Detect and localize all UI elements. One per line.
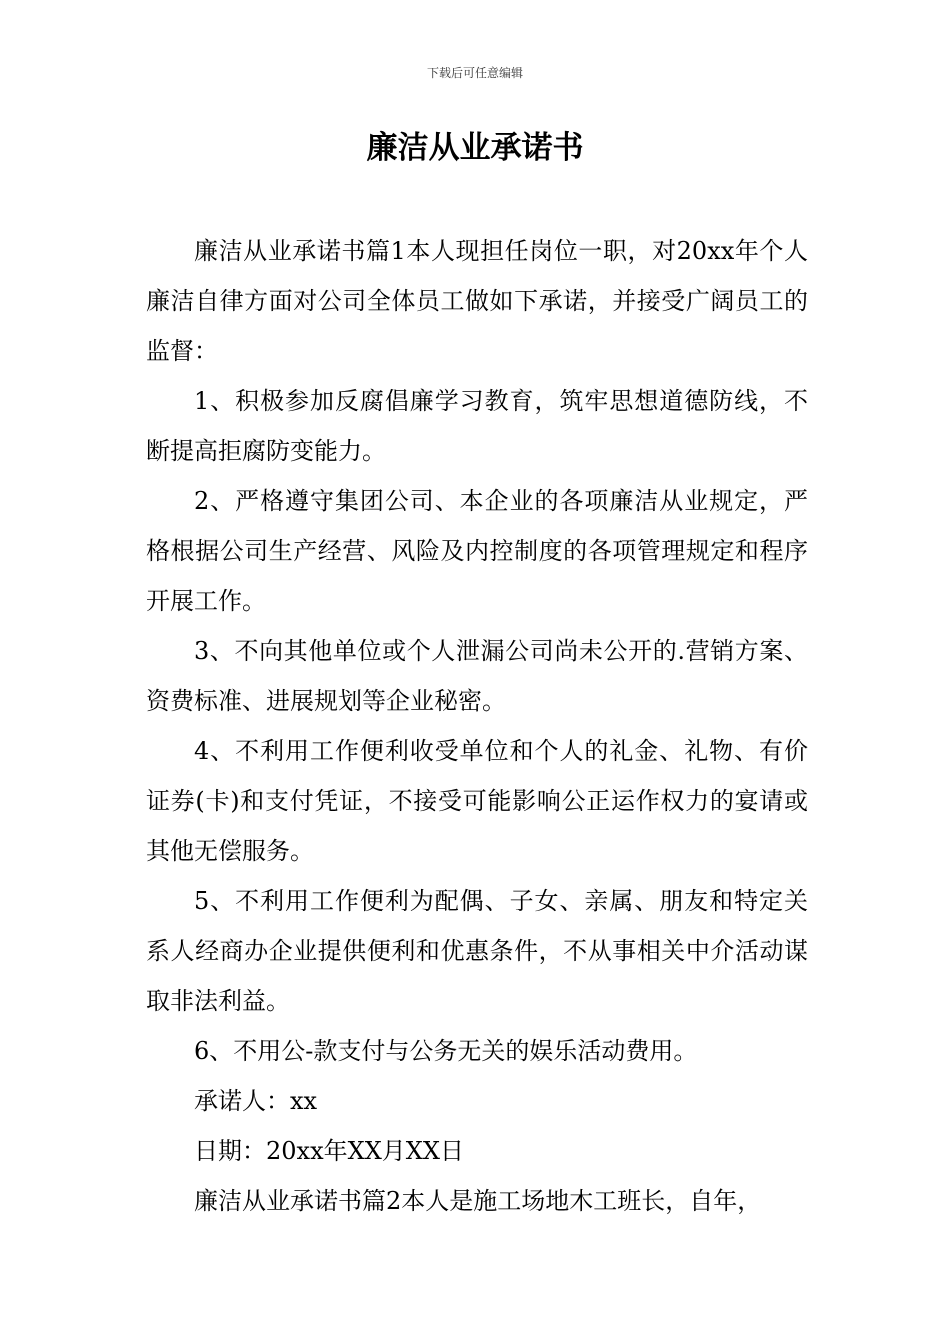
- paragraph-item-3: 3、不向其他单位或个人泄漏公司尚未公开的.营销方案、资费标准、进展规划等企业秘密。: [146, 637, 808, 715]
- paragraph-item-5: 5、不利用工作便利为配偶、子女、亲属、朋友和特定关系人经商办企业提供便利和优惠条件，不从事相关中介活动谋取非法利益。: [146, 887, 808, 1015]
- document-title: 廉洁从业承诺书: [366, 130, 584, 166]
- paragraph-item-1: 1、积极参加反腐倡廉学习教育，筑牢思想道德防线，不断提高拒腐防变能力。: [146, 387, 808, 465]
- date-line: 日期：20xx年XX月XX日: [194, 1137, 464, 1165]
- document-body: [146, 226, 808, 1226]
- signatory-line: 承诺人：xx: [194, 1087, 318, 1115]
- paragraph-second-letter: 廉洁从业承诺书篇2本人是施工场地木工班长，自年，: [194, 1187, 762, 1215]
- paragraph-item-2: 2、严格遵守集团公司、本企业的各项廉洁从业规定，严格根据公司生产经营、风险及内控制度的各项管理规定和程序开展工作。: [146, 487, 808, 615]
- paragraph-item-6: 6、不用公-款支付与公务无关的娱乐活动费用。: [194, 1037, 698, 1065]
- header-note: 下载后可任意编辑: [426, 66, 523, 80]
- paragraph-item-4: 4、不利用工作便利收受单位和个人的礼金、礼物、有价证券(卡)和支付凭证，不接受可能影响公正运作权力的宴请或其他无偿服务。: [146, 737, 808, 865]
- paragraph-intro: 廉洁从业承诺书篇1本人现担任岗位一职，对20xx年个人廉洁自律方面对公司全体员工做如下承诺，并接受广阔员工的监督：: [146, 237, 808, 365]
